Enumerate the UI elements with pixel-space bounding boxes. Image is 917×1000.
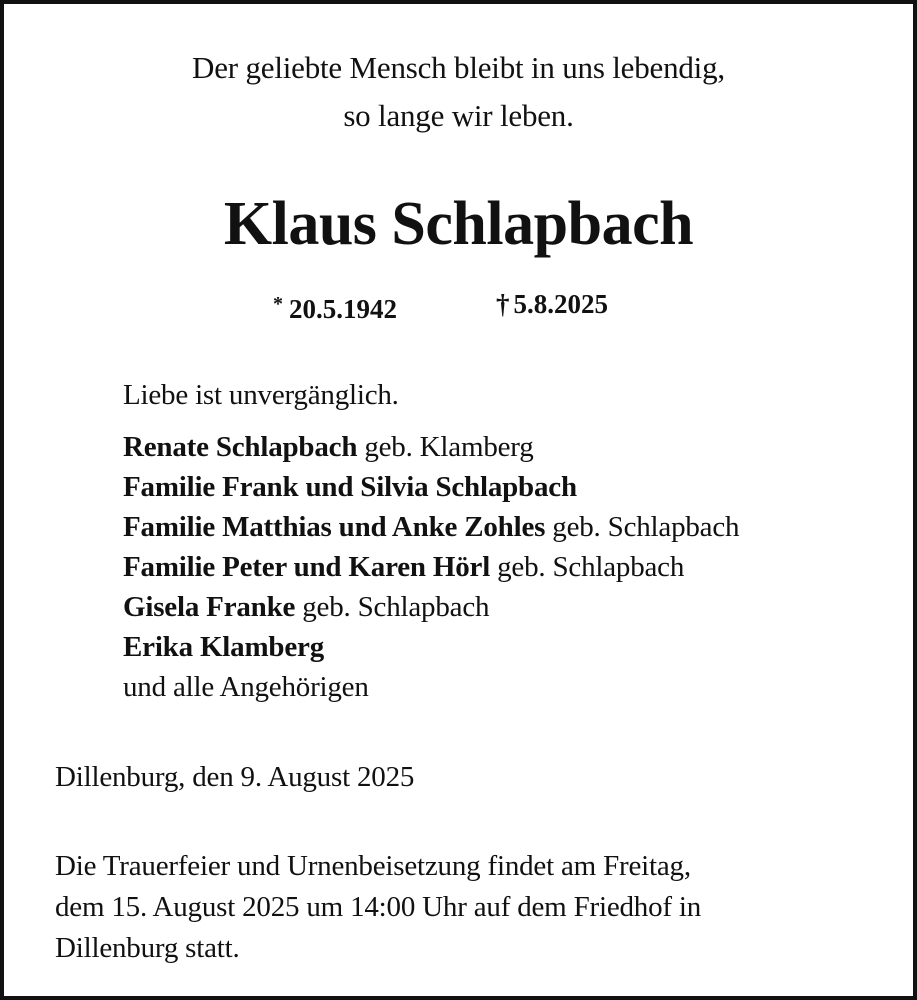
birth-date-value: 20.5.1942 xyxy=(289,294,397,324)
cross-icon: † xyxy=(496,289,510,319)
mourner-item xyxy=(123,587,739,627)
mourner-name: Erika Klamberg xyxy=(123,631,324,663)
death-date xyxy=(496,284,608,324)
mourner-suffix: geb. Schlapbach xyxy=(545,511,740,543)
mourner-item xyxy=(123,667,739,707)
ceremony-line-3: Dillenburg statt. xyxy=(55,932,240,964)
place-date: Dillenburg, den 9. August 2025 xyxy=(55,761,415,793)
motto-line-1: Der geliebte Mensch bleibt in uns lebendig, xyxy=(192,50,725,85)
subtitle: Liebe ist unvergänglich. xyxy=(123,379,399,411)
motto-line-2: so lange wir leben. xyxy=(343,98,574,133)
mourner-item xyxy=(123,627,739,667)
mourner-suffix: geb. Schlapbach xyxy=(490,551,685,583)
mourner-name: Familie Peter und Karen Hörl xyxy=(123,551,491,583)
mourner-name: Familie Matthias und Anke Zohles xyxy=(123,511,546,543)
death-date-value: 5.8.2025 xyxy=(513,289,608,319)
mourner-item xyxy=(123,507,739,547)
mourner-item xyxy=(123,427,739,467)
star-icon: * xyxy=(273,293,283,315)
mourner-suffix: geb. Klamberg xyxy=(357,431,534,463)
mourner-name: Familie Frank und Silvia Schlapbach xyxy=(123,471,577,503)
deceased-name: Klaus Schlapbach xyxy=(223,190,694,258)
mourner-suffix: und alle Angehörigen xyxy=(123,671,369,703)
birth-date xyxy=(273,284,397,329)
ceremony-info xyxy=(55,846,701,969)
motto-quote xyxy=(0,44,917,140)
ceremony-line-2: dem 15. August 2025 um 14:00 Uhr auf dem Friedhof in xyxy=(55,891,702,923)
mourner-name: Gisela Franke xyxy=(123,591,296,623)
mourner-item xyxy=(123,547,739,587)
mourners-list xyxy=(123,427,739,707)
ceremony-line-1: Die Trauerfeier und Urnenbeisetzung findet am Freitag, xyxy=(55,850,691,882)
mourner-name: Renate Schlapbach xyxy=(123,431,358,463)
mourner-item xyxy=(123,467,739,507)
mourner-suffix: geb. Schlapbach xyxy=(295,591,490,623)
